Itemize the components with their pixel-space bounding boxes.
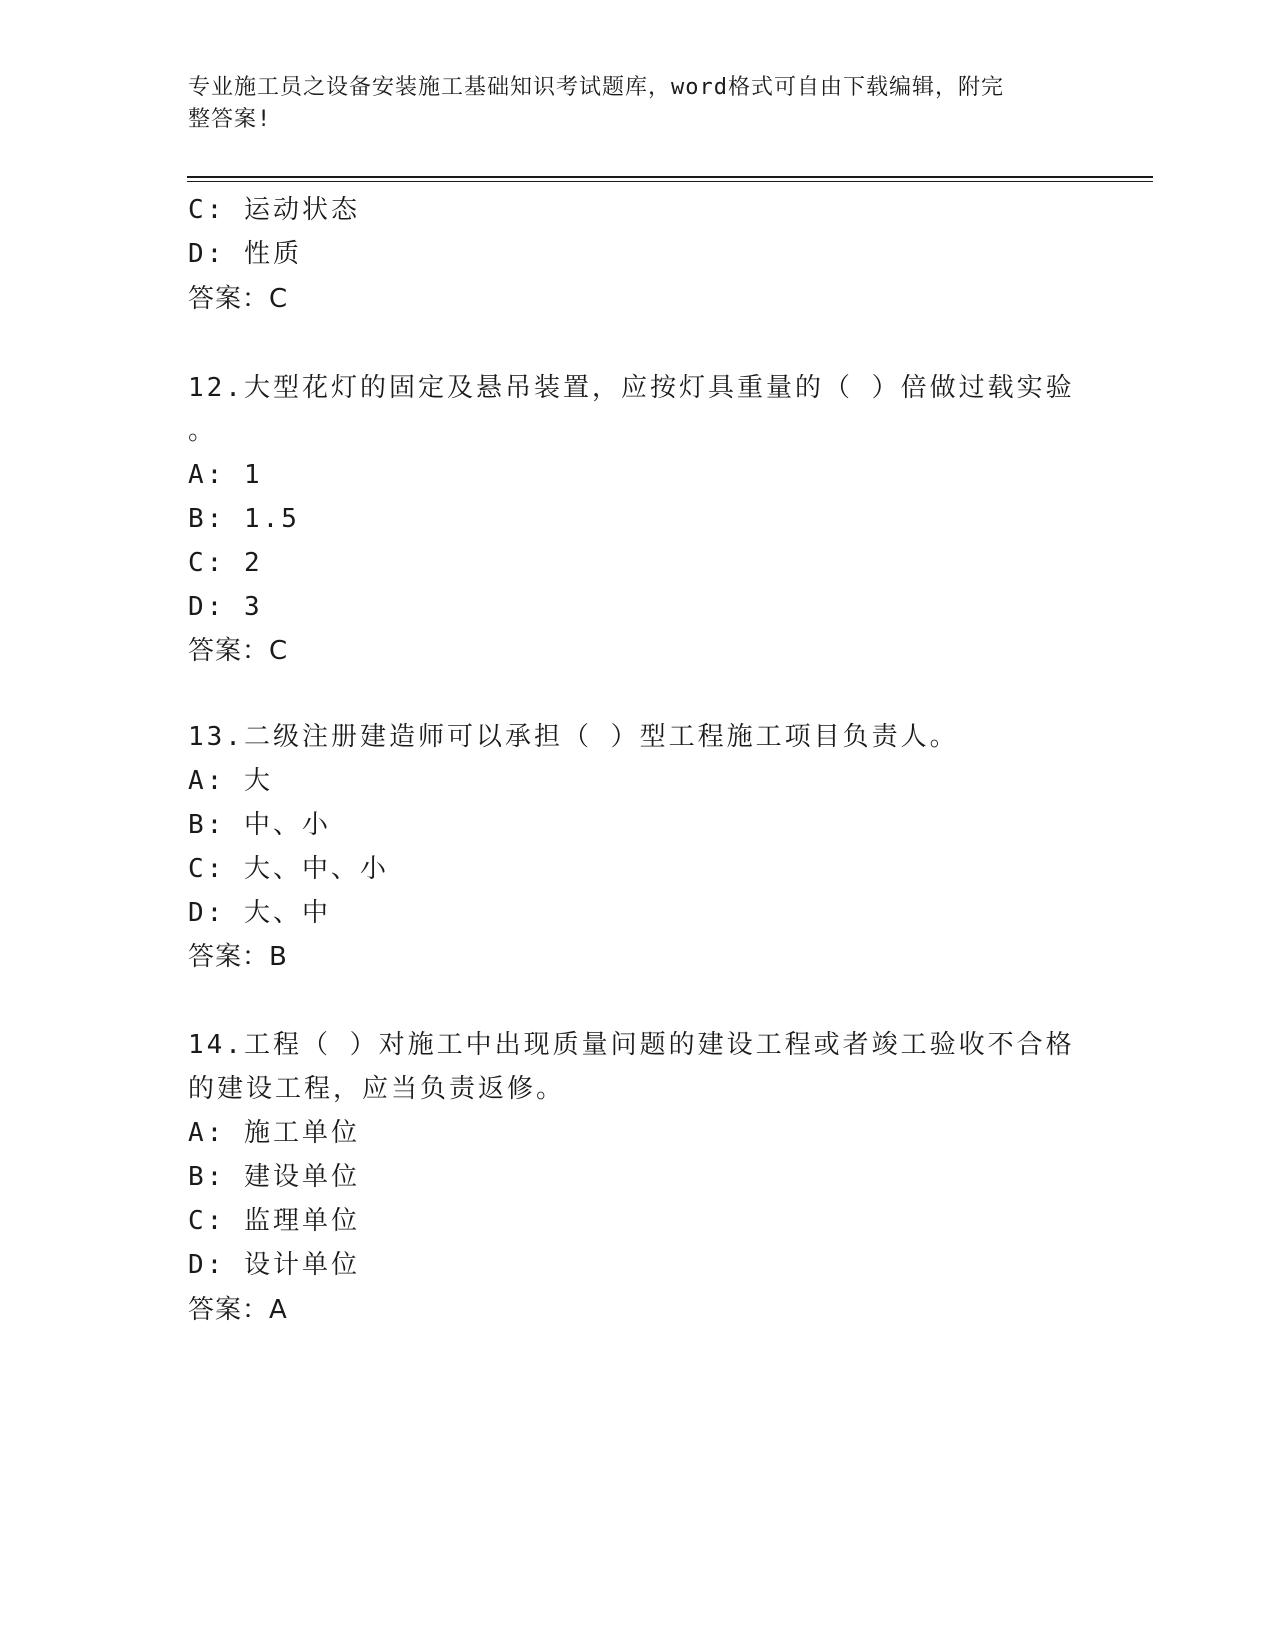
q14-stem-line-2: 的建设工程，应当负责返修。 — [188, 1074, 566, 1104]
q12-answer: 答案：C — [188, 636, 289, 666]
q14-option-c: C: 监理单位 — [188, 1206, 360, 1236]
q12-stem-line-1: 12.大型花灯的固定及悬吊装置，应按灯具重量的（ ）倍做过载实验 — [188, 373, 1075, 403]
q13-option-d: D: 大、中 — [188, 898, 331, 928]
q12-option-d: D: 3 — [188, 592, 263, 622]
q13-option-c: C: 大、中、小 — [188, 854, 389, 884]
prev-answer: 答案：C — [188, 284, 289, 314]
header-rule-thick — [187, 176, 1153, 178]
q14-answer: 答案：A — [188, 1295, 288, 1325]
prev-option-d: D: 性质 — [188, 239, 302, 269]
prev-option-c: C: 运动状态 — [188, 195, 360, 225]
q12-option-c: C: 2 — [188, 548, 263, 578]
q14-option-d: D: 设计单位 — [188, 1250, 360, 1280]
q13-option-b: B: 中、小 — [188, 810, 331, 840]
document-header — [188, 72, 1068, 136]
q13-option-a: A: 大 — [188, 766, 273, 796]
q12-stem-line-2: 。 — [188, 416, 218, 446]
q14-option-b: B: 建设单位 — [188, 1162, 360, 1192]
q13-stem-line-1: 13.二级注册建造师可以承担（ ）型工程施工项目负责人。 — [188, 722, 959, 752]
q14-stem-line-1: 14.工程（ ）对施工中出现质量问题的建设工程或者竣工验收不合格 — [188, 1030, 1075, 1060]
q12-option-b: B: 1.5 — [188, 504, 300, 534]
q12-option-a: A: 1 — [188, 460, 263, 490]
q14-option-a: A: 施工单位 — [188, 1118, 360, 1148]
header-line-2: 整答案! — [188, 107, 272, 132]
q13-answer: 答案：B — [188, 942, 288, 972]
header-line-1: 专业施工员之设备安装施工基础知识考试题库，word格式可自由下载编辑，附完 — [188, 75, 1004, 100]
header-rule-thin — [187, 181, 1153, 182]
